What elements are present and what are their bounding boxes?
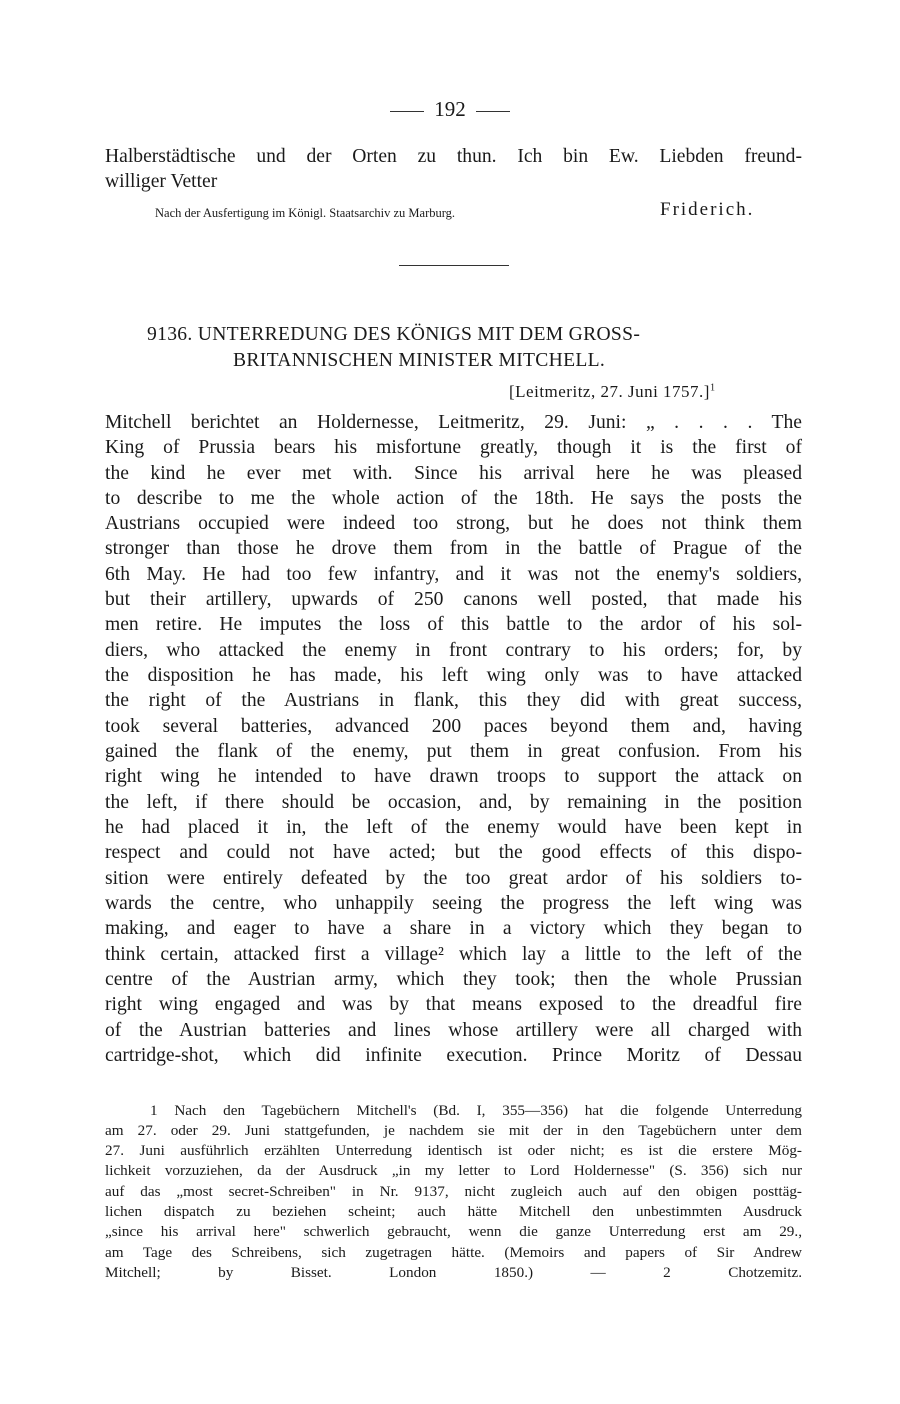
page-number: 192	[434, 97, 466, 121]
letter-line: Halberstädtische und der Orten zu thun. Ich bin Ew. Liebden freund-	[105, 146, 802, 167]
body-line: sition were entirely defeated by the too great ardor of his soldiers to-	[105, 868, 802, 889]
body-line: he had placed it in, the left of the enemy would have been kept in	[105, 817, 802, 838]
source-note: Nach der Ausfertigung im Königl. Staatsarchiv zu Marburg.	[155, 206, 456, 220]
body-line: respect and could not have acted; but the good effects of this dispo-	[105, 842, 802, 863]
body-line: the left, if there should be occasion, and, by remaining in the position	[105, 792, 802, 813]
body-line: right wing engaged and was by that means exposed to the dreadful fire	[105, 994, 802, 1015]
body-line: but their artillery, upwards of 250 canons well posted, that made his	[105, 589, 802, 610]
dateline-text: [Leitmeritz, 27. Juni 1757.]	[509, 382, 710, 401]
letter-line: williger Vetter	[105, 171, 218, 192]
dateline	[509, 382, 716, 402]
body-line: centre of the Austrian army, which they took; then the whole Prussian	[105, 969, 802, 990]
body-line: right wing he intended to have drawn troops to support the attack on	[105, 766, 802, 787]
footnote-line: am Tage des Schreibens, sich zugetragen hätte. (Memoirs and papers of Sir Andrew	[105, 1244, 802, 1261]
section-heading-line1: 9136. UNTERREDUNG DES KÖNIGS MIT DEM GROSS-	[147, 324, 641, 345]
footnote-line: am 27. oder 29. Juni stattgefunden, je nachdem sie mit der in den Tagebüchern unter dem	[105, 1122, 802, 1139]
body-line: wards the centre, who unhappily seeing the progress the left wing was	[105, 893, 802, 914]
body-line: took several batteries, advanced 200 paces beyond them and, having	[105, 716, 802, 737]
body-line: think certain, attacked first a village² which lay a little to the left of the	[105, 944, 802, 965]
body-line: men retire. He imputes the loss of this battle to the ardor of his sol-	[105, 614, 802, 635]
footnote-line: lichkeit vorzuziehen, da der Ausdruck „in my letter to Lord Holdernesse" (S. 356) sich nur	[105, 1162, 802, 1179]
footnote-line: „since his arrival here" schwerlich gebraucht, wenn die ganze Unterredung erst am 29.,	[105, 1223, 802, 1240]
footnote-line: 27. Juni ausführlich erzählten Unterredung identisch ist oder nicht; es ist die erstere Mög-	[105, 1142, 802, 1159]
body-line: Mitchell berichtet an Holdernesse, Leitmeritz, 29. Juni: „ . . . . The	[105, 412, 802, 433]
page-header	[0, 97, 900, 122]
body-line: diers, who attacked the enemy in front contrary to his orders; for, by	[105, 640, 802, 661]
body-line: the kind he ever met with. Since his arrival here he was pleased	[105, 463, 802, 484]
body-line: the disposition he has made, his left wing only was to have attacked	[105, 665, 802, 686]
body-line: Austrians occupied were indeed too strong, but he does not think them	[105, 513, 802, 534]
dateline-footnote-mark: 1	[709, 382, 716, 394]
body-line: to describe to me the whole action of the 18th. He says the posts the	[105, 488, 802, 509]
header-dash-right	[476, 111, 510, 112]
body-line: King of Prussia bears his misfortune greatly, though it is the first of	[105, 437, 802, 458]
footnote-line: Mitchell; by Bisset. London 1850.) — 2 Chotzemitz.	[105, 1264, 802, 1281]
header-dash-left	[390, 111, 424, 112]
body-line: stronger than those he drove them from in the battle of Prague of the	[105, 538, 802, 559]
body-line: making, and eager to have a share in a victory which they began to	[105, 918, 802, 939]
section-heading-line2: BRITANNISCHEN MINISTER MITCHELL.	[233, 350, 606, 371]
body-line: the right of the Austrians in flank, this they did with great success,	[105, 690, 802, 711]
footnote-line: auf das „most secret-Schreiben" in Nr. 9137, nicht zugleich auch auf den obigen posttäg-	[105, 1183, 802, 1200]
footnote-line: 1 Nach den Tagebüchern Mitchell's (Bd. I, 355—356) hat die folgende Unterredung	[150, 1102, 802, 1119]
body-line: cartridge-shot, which did infinite execution. Prince Moritz of Dessau	[105, 1045, 802, 1066]
body-line: 6th May. He had too few infantry, and it was not the enemy's soldiers,	[105, 564, 802, 585]
section-divider	[399, 265, 509, 266]
footnote-line: lichen dispatch zu beziehen scheint; auch hätte Mitchell den unbestimmten Ausdruck	[105, 1203, 802, 1220]
signature: Friderich.	[660, 199, 755, 220]
body-line: gained the flank of the enemy, put them in great confusion. From his	[105, 741, 802, 762]
body-line: of the Austrian batteries and lines whose artillery were all charged with	[105, 1020, 802, 1041]
